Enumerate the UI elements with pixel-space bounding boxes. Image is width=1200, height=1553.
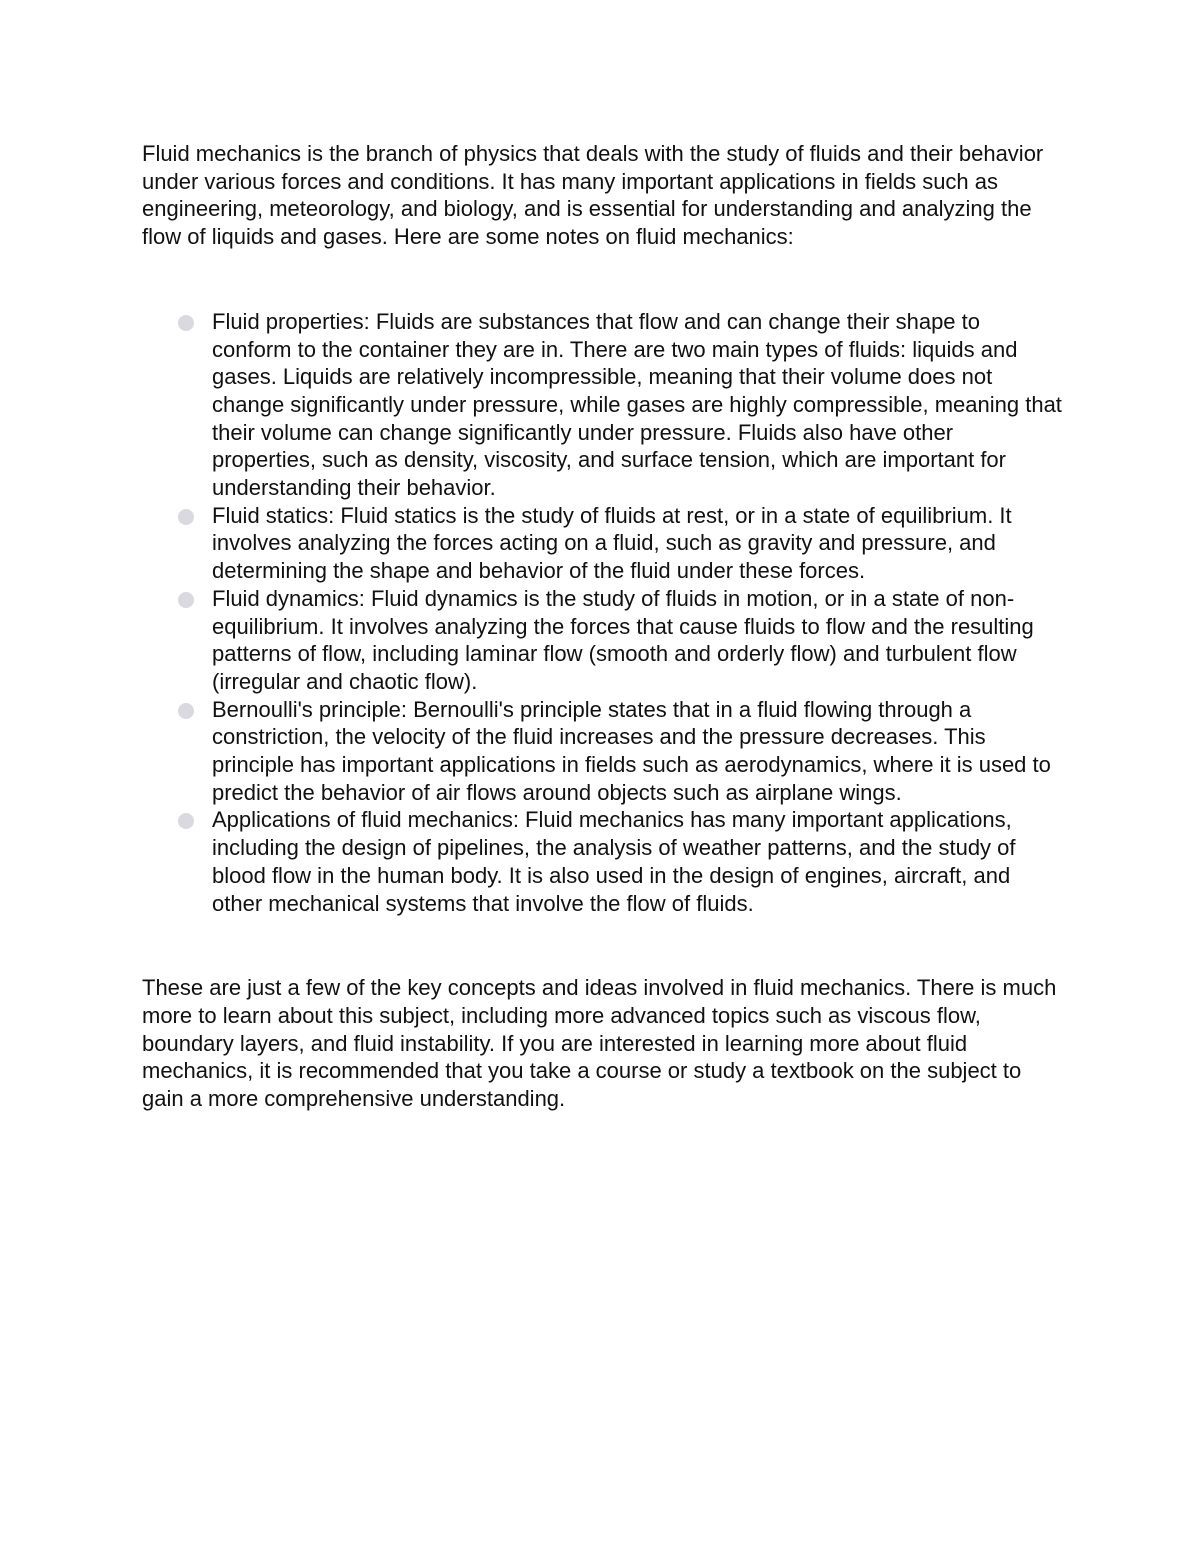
bullet-icon <box>178 703 194 719</box>
bullet-icon <box>178 315 194 331</box>
list-item <box>142 502 1062 585</box>
list-item <box>142 696 1062 807</box>
outro-paragraph: These are just a few of the key concepts and ideas involved in fluid mechanics. There is much more to learn about this subject, including more advanced topics such as viscous flow, boundary layers, and fluid instability. If you are interested in learning more about fluid mechanics, it is recommended that you take a course or study a textbook on the subject to gain a more comprehensive understanding. <box>142 975 1057 1112</box>
bullet-icon <box>178 813 194 829</box>
list-item-text: Fluid dynamics: Fluid dynamics is the study of fluids in motion, or in a state of non-equilibrium. It involves analyzing the forces that cause fluids to flow and the resulting patterns of flow, including laminar flow (smooth and orderly flow) and turbulent flow (irregular and chaotic flow). <box>212 585 1034 694</box>
list-item-text: Fluid properties: Fluids are substances that flow and can change their shape to conform to the container they are in. There are two main types of fluids: liquids and gases. Liquids are relatively incompressible, meaning that their volume does not change significantly under pressure, while gases are highly compressible, meaning that their volume can change significantly under pressure. Fluids also have other properties, such as density, viscosity, and surface tension, which are important for understanding their behavior. <box>212 308 1062 501</box>
list-item <box>142 308 1062 502</box>
list-item <box>142 806 1062 917</box>
list-item-text: Bernoulli's principle: Bernoulli's principle states that in a fluid flowing through a constriction, the velocity of the fluid increases and the pressure decreases. This principle has important applications in fields such as aerodynamics, where it is used to predict the behavior of air flows around objects such as airplane wings. <box>212 696 1051 805</box>
notes-list <box>142 308 1062 917</box>
list-item <box>142 585 1062 696</box>
bullet-icon <box>178 592 194 608</box>
list-item-text: Applications of fluid mechanics: Fluid mechanics has many important applications, including the design of pipelines, the analysis of weather patterns, and the study of blood flow in the human body. It is also used in the design of engines, aircraft, and other mechanical systems that involve the flow of fluids. <box>212 807 1016 916</box>
intro-paragraph: Fluid mechanics is the branch of physics that deals with the study of fluids and their behavior under various forces and conditions. It has many important applications in fields such as engineering, meteorology, and biology, and is essential for understanding and analyzing the flow of liquids and gases. Here are some notes on fluid mechanics: <box>142 141 1044 250</box>
bullet-icon <box>178 509 194 525</box>
document-body <box>142 140 1062 1113</box>
list-item-text: Fluid statics: Fluid statics is the study of fluids at rest, or in a state of equilibrium. It involves analyzing the forces acting on a fluid, such as gravity and pressure, and determining the shape and behavior of the fluid under these forces. <box>212 502 1012 584</box>
